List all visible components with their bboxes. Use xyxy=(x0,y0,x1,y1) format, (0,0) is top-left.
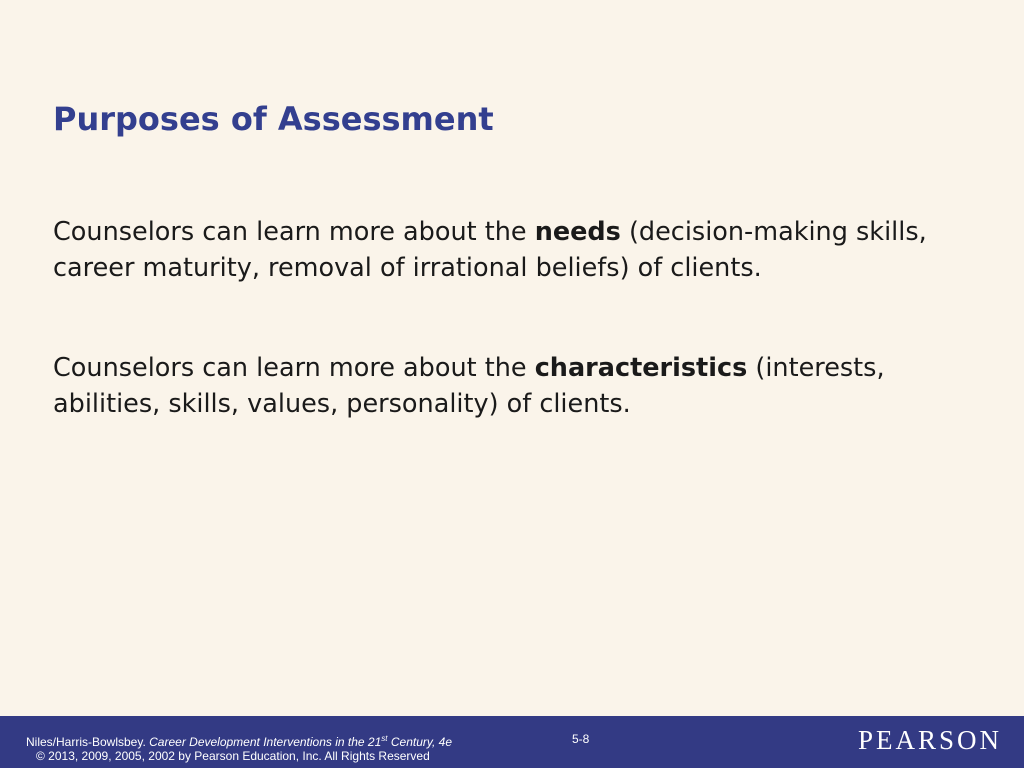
paragraph-characteristics xyxy=(53,350,983,422)
paragraph-needs-prefix: Counselors can learn more about the xyxy=(53,217,535,247)
paragraph-characteristics-prefix: Counselors can learn more about the xyxy=(53,353,535,383)
footer-book-title-superscript: st xyxy=(381,734,388,743)
page-number: 5-8 xyxy=(572,732,590,746)
footer-bar xyxy=(0,716,1024,768)
footer-copyright: © 2013, 2009, 2005, 2002 by Pearson Education, Inc. All Rights Reserved xyxy=(36,749,430,763)
paragraph-characteristics-keyword: characteristics xyxy=(534,353,748,383)
slide-title: Purposes of Assessment xyxy=(53,100,494,138)
paragraph-characteristics-suffix: (interests, abilities, skills, values, personality) of clients. xyxy=(53,353,885,419)
pearson-logo: PEARSON xyxy=(857,725,1002,755)
paragraph-needs xyxy=(53,214,983,286)
footer-citation xyxy=(26,734,452,749)
paragraph-needs-keyword: needs xyxy=(534,217,621,247)
paragraph-needs-suffix: (decision-making skills, career maturity, removal of irrational beliefs) of clients. xyxy=(53,217,927,283)
footer-authors: Niles/Harris-Bowlsbey. xyxy=(26,735,150,749)
footer-book-title: Career Development Interventions in the 21st Century, 4e xyxy=(149,734,452,749)
